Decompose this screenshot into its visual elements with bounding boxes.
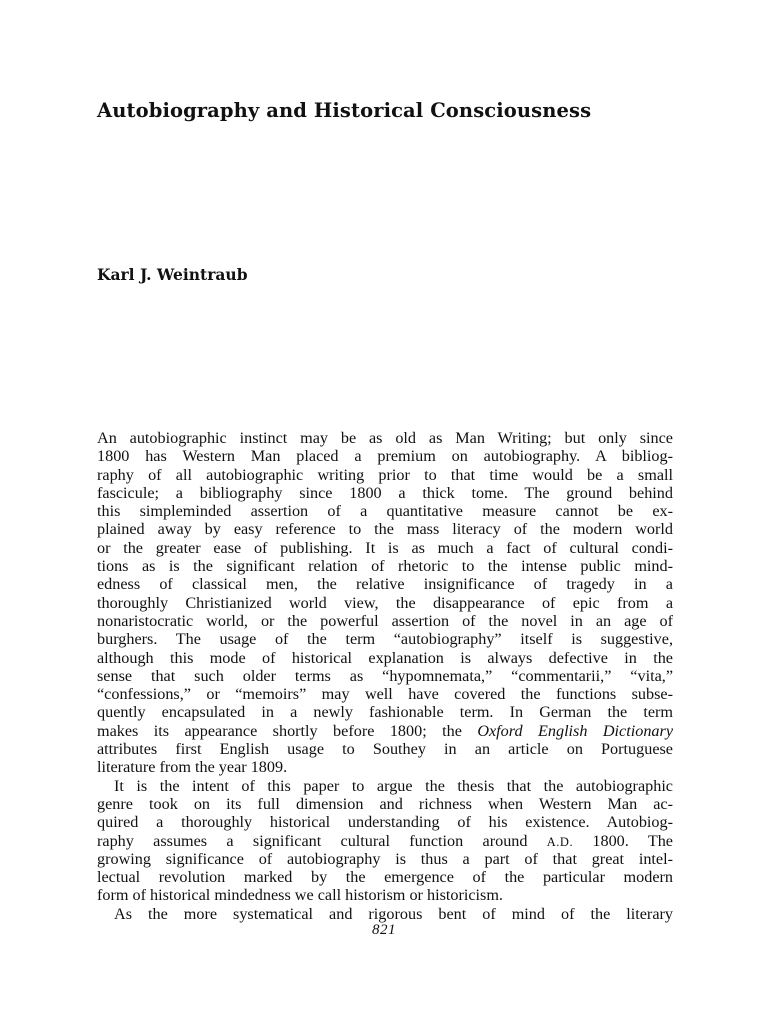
body-line: this simpleminded assertion of a quantitative measure cannot be ex-: [97, 502, 673, 521]
body-line: lectual revolution marked by the emergence of the particular modern: [97, 868, 673, 887]
body-line: form of historical mindedness we call historism or historicism.: [97, 886, 503, 905]
body-line: growing significance of autobiography is thus a part of that great intel-: [97, 849, 673, 868]
body-line: thoroughly Christianized world view, the disappearance of epic from a: [97, 593, 673, 612]
body-line: fascicule; a bibliography since 1800 a thick tome. The ground behind: [97, 483, 673, 502]
body-line: An autobiographic instinct may be as old as Man Writing; but only since: [97, 429, 673, 447]
body-line: sense that such older terms as “hypomnemata,” “commentarii,” “vita,”: [97, 666, 673, 685]
body-line: although this mode of historical explanation is always defective in the: [97, 648, 673, 667]
body-line: or the greater ease of publishing. It is as much a fact of cultural condi-: [97, 538, 673, 557]
article-title: Autobiography and Historical Consciousness: [97, 99, 592, 122]
body-line: [97, 722, 673, 740]
body-line: literature from the year 1809.: [97, 758, 288, 777]
small-caps-era: A.D.: [546, 834, 574, 849]
body-line: 1800 has Western Man placed a premium on autobiography. A bibliog-: [97, 447, 673, 466]
body-line: genre took on its full dimension and richness when Western Man ac-: [97, 794, 673, 813]
body-line: raphy of all autobiographic writing prior to that time would be a small: [97, 465, 673, 484]
italic-title: Oxford English Dictionary: [477, 721, 674, 740]
article-body: [97, 429, 673, 923]
body-line: attributes first English usage to Southey in an article on Portuguese: [97, 740, 673, 759]
body-line: “confessions,” or “memoirs” may well have covered the functions subse-: [97, 685, 673, 704]
body-line: plained away by easy reference to the mass literacy of the modern world: [97, 520, 673, 539]
author-name: Karl J. Weintraub: [97, 265, 248, 284]
body-line-text: makes its appearance shortly before 1800; the: [97, 721, 478, 740]
body-line: quired a thoroughly historical understanding of his existence. Autobiog-: [97, 813, 673, 832]
body-line: nonaristocratic world, or the powerful assertion of the novel in an age of: [97, 611, 673, 630]
body-line: [97, 832, 673, 850]
body-line: quently encapsulated in a newly fashionable term. In German the term: [97, 703, 673, 722]
body-line: burghers. The usage of the term “autobiography” itself is suggestive,: [97, 630, 673, 649]
body-line-text: raphy assumes a significant cultural function around: [97, 831, 547, 850]
body-line: edness of classical men, the relative insignificance of tragedy in a: [97, 575, 673, 594]
body-line-text: 1800. The: [573, 831, 673, 850]
body-line: As the more systematical and rigorous bent of mind of the literary: [114, 904, 673, 923]
page-number: 821: [372, 922, 396, 938]
body-line: tions as is the significant relation of rhetoric to the intense public mind-: [97, 557, 673, 576]
body-line: It is the intent of this paper to argue the thesis that the autobiographic: [114, 776, 673, 795]
